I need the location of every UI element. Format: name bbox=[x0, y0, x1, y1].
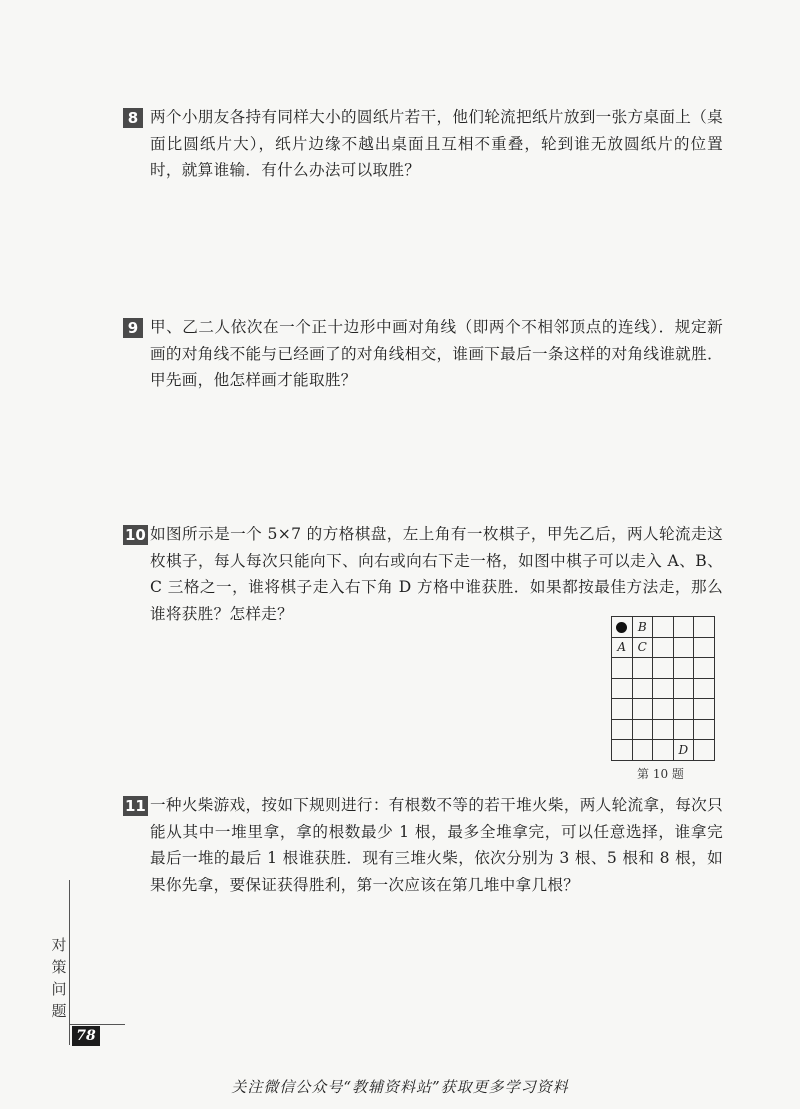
board-row bbox=[612, 617, 715, 638]
board-cell bbox=[673, 617, 694, 638]
board-row bbox=[612, 740, 715, 761]
board-cell bbox=[612, 658, 633, 679]
problem-number: 8 bbox=[123, 108, 143, 128]
problem-10 bbox=[123, 521, 723, 627]
problem-text: 甲、乙二人依次在一个正十边形中画对角线（即两个不相邻顶点的连线）．规定新画的对角线不能与已经画了的对角线相交，谁画下最后一条这样的对角线谁就胜．甲先画，他怎样画才能取胜？ bbox=[150, 318, 723, 389]
board-cell bbox=[694, 617, 715, 638]
problem-text: 两个小朋友各持有同样大小的圆纸片若干，他们轮流把纸片放到一张方桌面上（桌面比圆纸片大），纸片边缘不越出桌面且互相不重叠，轮到谁无放圆纸片的位置时，就算谁输．有什么办法可以取胜？ bbox=[150, 108, 723, 179]
problem-8 bbox=[123, 104, 723, 184]
board-cell: A bbox=[612, 637, 633, 658]
board-cell bbox=[673, 637, 694, 658]
chapter-char: 对 bbox=[51, 936, 67, 954]
board-cell bbox=[653, 719, 674, 740]
board-cell bbox=[653, 658, 674, 679]
board-cell bbox=[632, 678, 653, 699]
chapter-char: 问 bbox=[51, 980, 67, 998]
sidebar-rule bbox=[69, 1024, 125, 1025]
problem-text: 一种火柴游戏，按如下规则进行：有根数不等的若干堆火柴，两人轮流拿，每次只能从其中一堆里拿，拿的根数最少 1 根，最多全堆拿完，可以任意选择，谁拿完最后一堆的最后 1 根谁获胜．现有三堆火柴，依次分别为 3 根、5 根和 8 根，如果你先拿，要保证获得胜利，第一次应该在第几堆中拿几根？ bbox=[150, 796, 723, 894]
board-row bbox=[612, 678, 715, 699]
board-cell bbox=[673, 699, 694, 720]
board-cell bbox=[612, 678, 633, 699]
board-cell bbox=[653, 637, 674, 658]
board-cell bbox=[694, 740, 715, 761]
board-cell bbox=[673, 678, 694, 699]
board-cell bbox=[632, 740, 653, 761]
board-cell bbox=[632, 658, 653, 679]
footer-watermark: 关注微信公众号“教辅资料站”获取更多学习资料 bbox=[231, 1078, 569, 1096]
problem-text: 如图所示是一个 5×7 的方格棋盘，左上角有一枚棋子，甲先乙后，两人轮流走这枚棋子，每人每次只能向下、向右或向右下走一格，如图中棋子可以走入 A、B、C 三格之一，谁将棋子走入右下角 D 方格中谁获胜．如果都按最佳方法走，那么谁将获胜？怎样走？ bbox=[150, 525, 723, 623]
board-row bbox=[612, 637, 715, 658]
board-cell bbox=[694, 637, 715, 658]
board-cell bbox=[694, 699, 715, 720]
board-cell bbox=[653, 740, 674, 761]
board-cell bbox=[612, 719, 633, 740]
problem-number: 11 bbox=[125, 797, 146, 815]
chapter-label bbox=[50, 934, 68, 1022]
sidebar-vertical-line bbox=[69, 880, 70, 1045]
figure-caption: 第 10 题 bbox=[637, 767, 684, 781]
board-cell: B bbox=[632, 617, 653, 638]
board-row bbox=[612, 658, 715, 679]
board-row bbox=[612, 719, 715, 740]
board-cell bbox=[673, 719, 694, 740]
chessboard-figure bbox=[611, 616, 715, 761]
board-cell: D bbox=[673, 740, 694, 761]
chess-piece bbox=[616, 622, 627, 633]
board-cell bbox=[612, 740, 633, 761]
problem-number: 10 bbox=[125, 526, 146, 544]
page-number: 78 bbox=[72, 1026, 100, 1046]
board-cell bbox=[694, 678, 715, 699]
board-cell bbox=[612, 699, 633, 720]
board-cell: C bbox=[632, 637, 653, 658]
chessboard bbox=[611, 616, 715, 761]
board-cell bbox=[612, 617, 633, 638]
board-cell bbox=[653, 678, 674, 699]
board-cell bbox=[632, 719, 653, 740]
chapter-char: 题 bbox=[51, 1002, 67, 1020]
board-row bbox=[612, 699, 715, 720]
board-cell bbox=[653, 699, 674, 720]
board-cell bbox=[694, 719, 715, 740]
board-cell bbox=[673, 658, 694, 679]
board-cell bbox=[632, 699, 653, 720]
chapter-char: 策 bbox=[51, 958, 67, 976]
problem-11 bbox=[123, 792, 723, 898]
board-cell bbox=[653, 617, 674, 638]
problem-number: 9 bbox=[123, 318, 143, 338]
board-cell bbox=[694, 658, 715, 679]
problem-9 bbox=[123, 314, 723, 394]
